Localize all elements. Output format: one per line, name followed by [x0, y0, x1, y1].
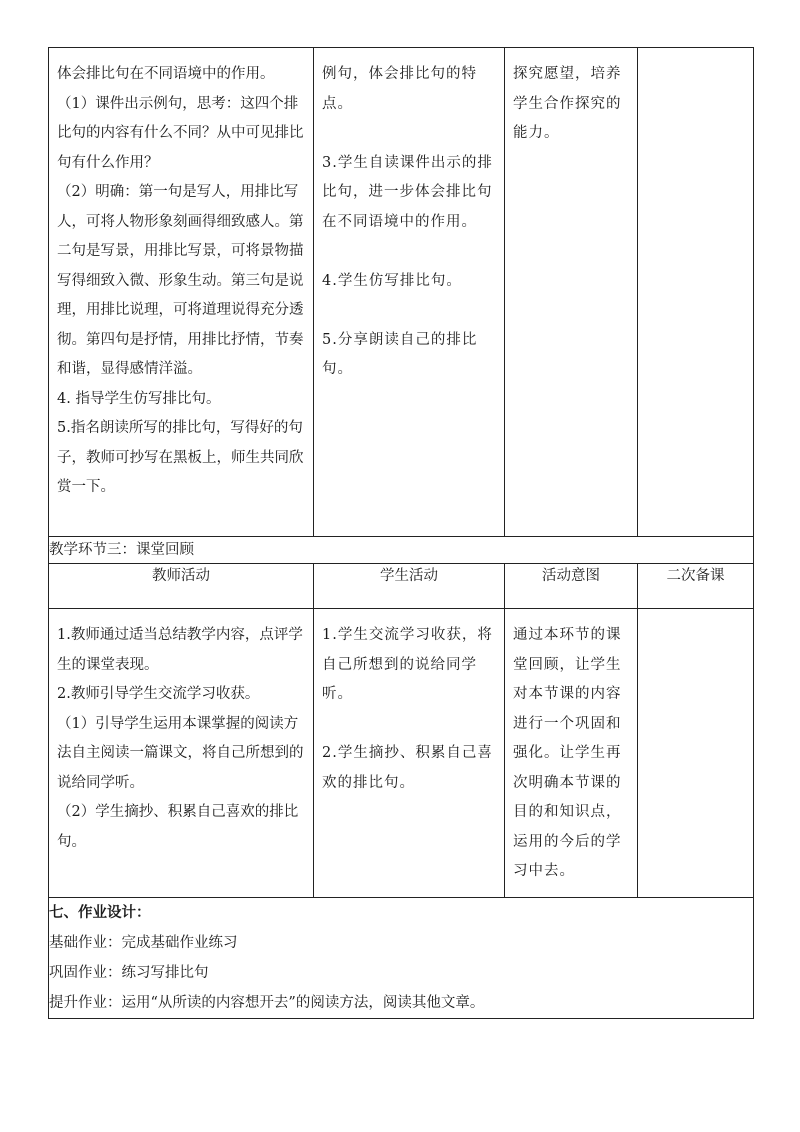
- header-student-activity: 学生活动: [314, 564, 505, 609]
- intent-cell: [505, 48, 638, 537]
- header-teacher-activity: 教师活动: [49, 564, 314, 609]
- intent-text: 通过本环节的课堂回顾，让学生对本节课的内容进行一个巩固和强化。让学生再次明确本节课的目的和知识点，运用的今后的学习中去。: [513, 627, 622, 879]
- student-activity-cell: [314, 48, 505, 537]
- homework-title: 七、作业设计：: [49, 904, 151, 921]
- teacher-text: 体会排比句在不同语境中的作用。: [57, 66, 275, 82]
- section3-title: 教学环节三：课堂回顾: [49, 537, 754, 564]
- teacher-activity-cell: [49, 609, 314, 898]
- teacher-text: 5.指名朗读所写的排比句，写得好的句子，教师可抄写在黑板上，师生共同欣赏一下。: [57, 420, 304, 495]
- section3-title-row: [49, 537, 754, 564]
- student-activity-cell: [314, 609, 505, 898]
- teacher-text: （2）明确：第一句是写人，用排比写人，可将人物形象刻画得细致感人。第二句是写景，用排比写景，可将景物描写得细致入微、形象生动。第三句是说理，用排比说理，可将道理说得充分透彻。第四句是抒情，用排比抒情，节奏和谐，显得感情洋溢。: [57, 184, 304, 377]
- intent-cell: [505, 609, 638, 898]
- homework-item: 提升作业：运用“从所读的内容想开去”的阅读方法，阅读其他文章。: [49, 994, 485, 1011]
- revision-cell: [638, 609, 754, 898]
- header-activity-intent: 活动意图: [505, 564, 638, 609]
- teacher-text: 4. 指导学生仿写排比句。: [57, 390, 221, 407]
- header-second-prep: 二次备课: [638, 564, 754, 609]
- teacher-text: 1.教师通过适当总结教学内容，点评学生的课堂表现。: [57, 627, 303, 673]
- homework-item: 巩固作业：练习写排比句: [49, 964, 209, 981]
- teacher-text: （2）学生摘抄、积累自己喜欢的排比句。: [57, 804, 299, 850]
- student-text: 3.学生自读课件出示的排比句，进一步体会排比句在不同语境中的作用。: [322, 154, 493, 230]
- teacher-text: 2.教师引导学生交流学习收获。: [57, 686, 260, 702]
- student-text: 1.学生交流学习收获，将自己所想到的说给同学听。: [322, 627, 493, 702]
- homework-item: 基础作业：完成基础作业练习: [49, 934, 238, 951]
- lesson-plan-table: [48, 47, 754, 1019]
- homework-cell: [49, 897, 754, 1018]
- homework-row: [49, 897, 754, 1018]
- header-row: [49, 564, 754, 609]
- teacher-text: （1）引导学生运用本课掌握的阅读方法自主阅读一篇课文，将自己所想到的说给同学听。: [57, 715, 304, 791]
- student-text: 5.分享朗读自己的排比句。: [322, 331, 478, 377]
- teacher-text: （1）课件出示例句，思考：这四个排比句的内容有什么不同？从中可见排比句有什么作用？: [57, 95, 304, 171]
- section3-content-row: [49, 609, 754, 898]
- student-text: 2.学生摘抄、积累自己喜欢的排比句。: [322, 745, 493, 791]
- teacher-activity-cell: [49, 48, 314, 537]
- student-text: 例句，体会排比句的特点。: [322, 66, 477, 112]
- student-text: 4.学生仿写排比句。: [322, 272, 462, 289]
- revision-cell: [638, 48, 754, 537]
- section2-content-row: [49, 48, 754, 537]
- intent-text: 探究愿望，培养学生合作探究的能力。: [513, 66, 622, 141]
